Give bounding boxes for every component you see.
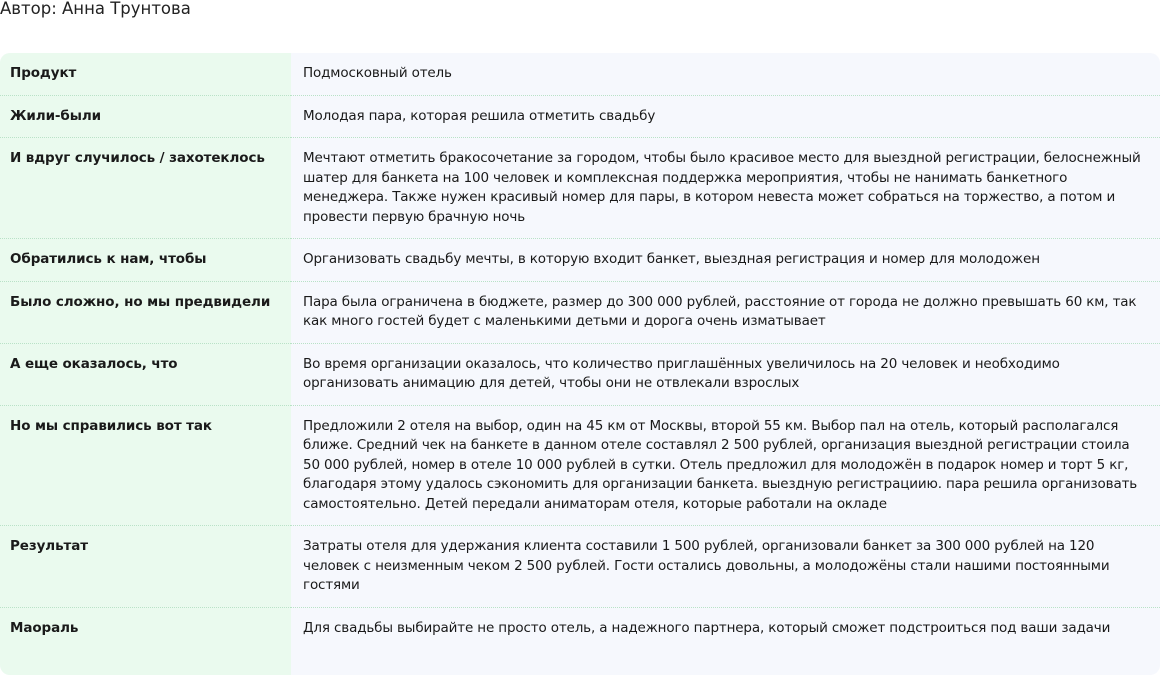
row-value-also: Во время организации оказалось, что количество приглашённых увеличилось на 20 человек и необходимо организовать анимацию для детей, чтобы они не отвлекали взрослых [291, 343, 1160, 405]
row-value-solution: Предложили 2 отеля на выбор, один на 45 км от Москвы, второй 55 км. Выбор пал на отель, который располагался ближе. Средний чек на банкете в данном отеле составлял 2 500 рублей, организация выездной регистрации стоила 50 000 рублей, номер в отеле 10 000 рублей в сутки. Отель предложил для молодожён в подарок номер и торт 5 кг, благодаря этому удалось сэкономить для организации банкета. выездную регистрациию. пара решила организовать самостоятельно. Детей передали аниматорам отеля, которые работали на окладе [291, 405, 1160, 526]
row-label-once-upon: Жили-были [0, 95, 291, 138]
table-row [0, 138, 1160, 239]
table-row [0, 526, 1160, 608]
table-row [0, 405, 1160, 526]
case-table-grid [0, 53, 1160, 649]
row-label-difficulties: Было сложно, но мы предвидели [0, 281, 291, 343]
table-row [0, 95, 1160, 138]
row-label-moral: Маораль [10, 619, 79, 636]
row-value-suddenly: Мечтают отметить бракосочетание за городом, чтобы было красивое место для выездной регистрации, белоснежный шатер для банкета на 100 человек и комплексная поддержка мероприятия, чтобы не нанимать банкетного менеджера. Также нужен красивый номер для пары, в котором невеста может собраться на торжество, а потом и провести первую брачную ночь [291, 138, 1160, 239]
row-label-result: Результат [0, 526, 291, 608]
table-row [0, 239, 1160, 282]
author-line: Автор: Анна Трунтова [0, 0, 191, 18]
row-value-moral: Для свадьбы выбирайте не просто отель, а надежного партнера, который сможет подстроиться под ваши задачи [303, 619, 1111, 636]
case-table [0, 53, 1160, 675]
row-value-difficulties: Пара была ограничена в бюджете, размер до 300 000 рублей, расстояние от города не должно превышать 60 км, так как много гостей будет с маленькими детьми и дорога очень изматывает [291, 281, 1160, 343]
row-value-request: Организовать свадьбу мечты, в которую входит банкет, выездная регистрация и номер для молодожен [291, 239, 1160, 282]
row-value-result: Затраты отеля для удержания клиента составили 1 500 рублей, организовали банкет за 300 000 рублей на 120 человек с неизменным чеком 2 500 рублей. Гости остались довольны, а молодожёны стали нашими постоянными гостями [291, 526, 1160, 608]
row-label-also: А еще оказалось, что [0, 343, 291, 405]
row-label-product: Продукт [0, 53, 291, 95]
row-label-solution: Но мы справились вот так [0, 405, 291, 526]
row-label-suddenly: И вдруг случилось / захотеклось [0, 138, 291, 239]
table-row [0, 53, 1160, 95]
row-label-request: Обратились к нам, чтобы [0, 239, 291, 282]
table-row [0, 343, 1160, 405]
row-value-once-upon: Молодая пара, которая решила отметить свадьбу [291, 95, 1160, 138]
table-row [0, 281, 1160, 343]
row-value-product: Подмосковный отель [291, 53, 1160, 95]
table-row [0, 607, 1160, 649]
